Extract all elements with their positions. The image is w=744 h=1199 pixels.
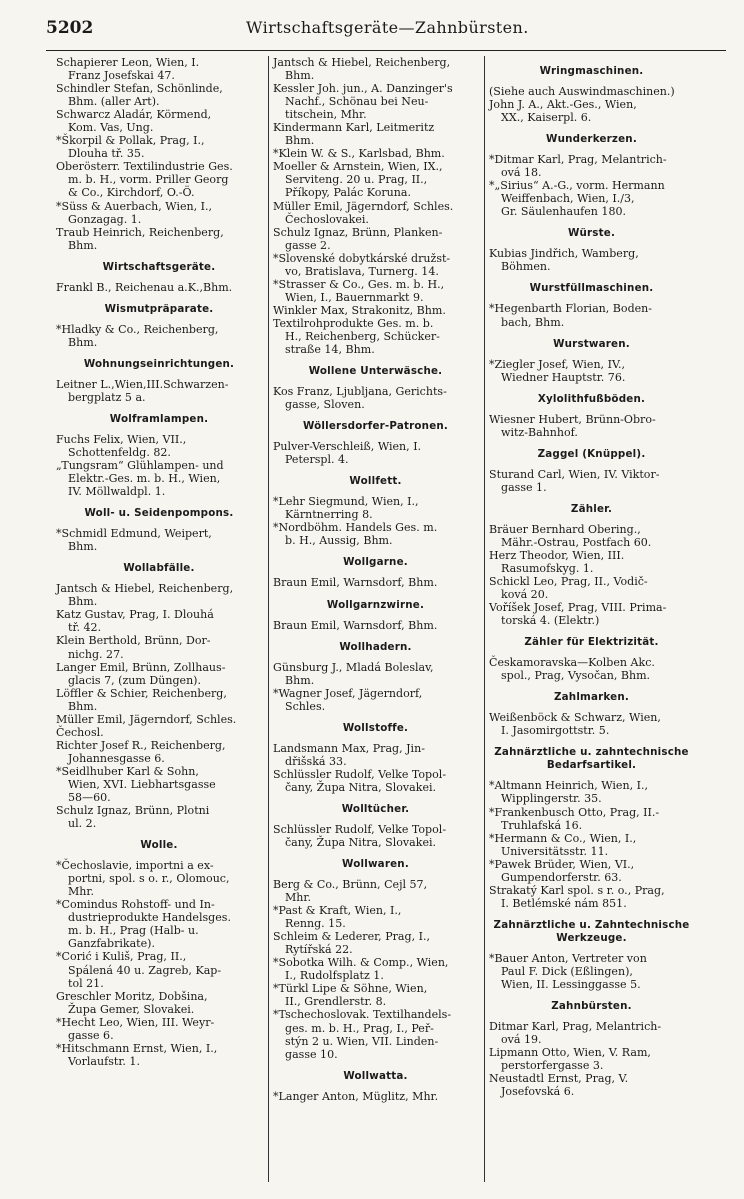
section-heading: Wöllersdorfer-Patronen. [302, 420, 449, 433]
section-heading: Zähler für Elektrizität. [524, 636, 659, 649]
directory-entry: John J. A., Akt.-Ges., Wien, XX., Kaiserpl. 6. [489, 98, 637, 125]
section-heading: Zahnärztliche u. zahntechnische Bedarfsartikel. [494, 746, 689, 772]
directory-entry: *Čechoslavie, importni a ex- portni, spol. s o. r., Olomouc, Mhr. [56, 859, 230, 899]
directory-entry: Richter Josef R., Reichenberg, Johannesgasse 6. [56, 738, 226, 765]
section-heading: Zahlmarken. [553, 691, 630, 704]
header-rule [46, 50, 726, 51]
section-heading: Wollgarne. [343, 556, 408, 569]
directory-entry: Greschler Moritz, Dobšina, Župa Gemer, Slovakei. [56, 989, 208, 1016]
section-heading: Wismutpräparate. [104, 302, 214, 315]
directory-entry: Katz Gustav, Prag, I. Dlouhá tř. 42. [56, 608, 214, 635]
directory-entry: *Schmidl Edmund, Weipert, Bhm. [56, 527, 212, 554]
columns [52, 56, 702, 1182]
directory-entry: Berg & Co., Brünn, Cejl 57, Mhr. [273, 878, 428, 905]
directory-entry: Müller Emil, Jägerndorf, Schles. Čechoslovakei. [273, 199, 454, 226]
section-heading: Wringmaschinen. [539, 65, 644, 77]
directory-entry: Fuchs Felix, Wien, VII., Schottenfeldg. 82. [56, 432, 187, 459]
directory-entry: Kubias Jindřich, Wamberg, Böhmen. [489, 247, 639, 274]
section-heading: Wolframlampen. [109, 412, 209, 425]
directory-entry: *Strasser & Co., Ges. m. b. H., Wien, I., Bauernmarkt 9. [273, 277, 445, 304]
directory-entry: Weißenböck & Schwarz, Wien, I. Jasomirgottstr. 5. [489, 711, 661, 738]
directory-entry: „Tungsram“ Glühlampen- und Elektr.-Ges. m. b. H., Wien, IV. Möllwaldpl. 1. [56, 459, 224, 499]
section-heading: Wollwatta. [343, 1069, 408, 1082]
directory-entry: Schlüssler Rudolf, Velke Topol- čany, Župa Nitra, Slovakei. [273, 822, 447, 849]
page-number: 5202 [46, 18, 94, 38]
section-heading: Zahnbürsten. [551, 1000, 632, 1013]
directory-entry: Jantsch & Hiebel, Reichenberg, Bhm. [56, 582, 234, 609]
directory-entry: Langer Emil, Brünn, Zollhaus- glacis 7, (zum Düngen). [56, 660, 226, 687]
directory-entry: *Sobotka Wilh. & Comp., Wien, I., Rudolfsplatz 1. [273, 956, 449, 983]
directory-entry: Landsmann Max, Prag, Jin- dřišská 33. [273, 741, 425, 768]
directory-entry: Pulver-Verschleiß, Wien, I. Peterspl. 4. [273, 440, 422, 467]
column-2 [268, 56, 484, 1182]
directory-entry: Kindermann Karl, Leitmeritz Bhm. [273, 121, 435, 148]
directory-entry: *Hermann & Co., Wien, I., Universitätsstr. 11. [489, 831, 637, 858]
directory-entry: Sturand Carl, Wien, IV. Viktor- gasse 1. [489, 467, 660, 494]
directory-entry: Günsburg J., Mladá Boleslav, Bhm. [273, 660, 434, 687]
section-heading: Zaggel (Knüppel). [537, 447, 646, 460]
section-heading: Wollhadern. [339, 640, 412, 653]
directory-entry: *Türkl Lipe & Söhne, Wien, II., Grendlerstr. 8. [273, 982, 428, 1009]
directory-entry: *Tschechoslovak. Textilhandels- ges. m. b. H., Prag, I., Peř- stýn 2 u. Wien, VII. Linden- gasse 10. [273, 1008, 452, 1061]
directory-entry: *Past & Kraft, Wien, I., Renng. 15. [273, 904, 402, 931]
directory-entry: Herz Theodor, Wien, III. Rasumofskyg. 1. [489, 548, 625, 575]
directory-entry: Českamoravska—Kolben Akc. spol., Prag, Vysočan, Bhm. [489, 656, 655, 683]
section-heading: Wurstwaren. [553, 337, 630, 350]
directory-entry: *Slovenské dobytkárské družst- vo, Bratislava, Turnerg. 14. [273, 251, 451, 278]
directory-entry: Ditmar Karl, Prag, Melantrich- ová 19. [489, 1020, 662, 1047]
directory-entry: *Corić i Kuliš, Prag, II., Spálená 40 u. Zagreb, Kap- tol 21. [56, 950, 222, 990]
section-heading: Wirtschaftsgeräte. [102, 260, 216, 273]
page-header [46, 18, 726, 44]
directory-entry: Schlüssler Rudolf, Velke Topol- čany, Župa Nitra, Slovakei. [273, 767, 447, 794]
directory-entry: *Hitschmann Ernst, Wien, I., Vorlaufstr. 1. [56, 1041, 218, 1068]
section-heading: Wollstoffe. [342, 721, 409, 734]
directory-entry: *Wagner Josef, Jägerndorf, Schles. [273, 686, 423, 713]
directory-entry: Schickl Leo, Prag, II., Vodič- ková 20. [489, 575, 648, 602]
directory-entry: Winkler Max, Strakonitz, Bhm. [273, 303, 446, 317]
directory-entry: Braun Emil, Warnsdorf, Bhm. [273, 618, 438, 632]
directory-entry: Strakatý Karl spol. s r. o., Prag, I. Betlémské nám 851. [489, 883, 665, 910]
directory-entry: Čechosl. [56, 725, 104, 739]
directory-entry: *Comindus Rohstoff- und In- dustrieprodukte Handelsges. m. b. H., Prag (Halb- u. Ganzfabrikate). [56, 898, 231, 951]
directory-entry: Leitner L.,Wien,III.Schwarzen- bergplatz 5 a. [56, 377, 229, 404]
directory-entry: *Altmann Heinrich, Wien, I., Wipplingerstr. 35. [489, 779, 648, 806]
section-heading: Xylolithfußböden. [537, 392, 646, 405]
directory-entry: Braun Emil, Warnsdorf, Bhm. [273, 576, 438, 590]
directory-entry: Neustadtl Ernst, Prag, V. Josefovská 6. [489, 1072, 629, 1099]
directory-entry: *Bauer Anton, Vertreter von Paul F. Dick (Eßlingen), Wien, II. Lessinggasse 5. [489, 951, 647, 991]
directory-entry: *Ditmar Karl, Prag, Melantrich- ová 18. [489, 153, 667, 180]
directory-entry: *Langer Anton, Müglitz, Mhr. [273, 1089, 439, 1103]
section-heading: Wolltücher. [341, 802, 410, 815]
directory-entry: Bräuer Bernhard Obering., Mähr.-Ostrau, Postfach 60. [489, 522, 652, 549]
directory-entry: *Ziegler Josef, Wien, IV., Wiedner Hauptstr. 76. [489, 357, 626, 384]
directory-entry: *„Sirius“ A.-G., vorm. Hermann Weiffenbach, Wien, I./3, Gr. Säulenhaufen 180. [489, 179, 665, 219]
directory-entry: Frankl B., Reichenau a.K.,Bhm. [56, 280, 233, 294]
directory-entry: *Nordböhm. Handels Ges. m. b. H., Aussig, Bhm. [273, 521, 438, 548]
directory-entry: Klein Berthold, Brünn, Dor- nichg. 27. [56, 634, 211, 661]
directory-entry: *Frankenbusch Otto, Prag, II.- Truhlafská 16. [489, 805, 660, 832]
directory-entry: Jantsch & Hiebel, Reichenberg, Bhm. [273, 56, 451, 83]
directory-entry: Lipmann Otto, Wien, V. Ram, perstorfergasse 3. [489, 1046, 651, 1073]
directory-entry: Moeller & Arnstein, Wien, IX., Serviteng. 20 u. Prag, II., Příkopy, Palác Koruna. [273, 160, 443, 200]
directory-entry: Schleim & Lederer, Prag, I., Rytířská 22. [273, 930, 430, 957]
section-heading: Wollwaren. [342, 858, 409, 871]
section-heading: Wollfett. [349, 475, 402, 488]
directory-entry: Oberösterr. Textilindustrie Ges. m. b. H., vorm. Priller Georg & Co., Kirchdorf, O.-Ö. [56, 160, 233, 200]
directory-entry: *Süss & Auerbach, Wien, I., Gonzagag. 1. [56, 199, 213, 226]
section-heading: Zahnärztliche u. Zahntechnische Werkzeuge. [493, 918, 690, 944]
directory-entry: Löffler & Schier, Reichenberg, Bhm. [56, 686, 227, 713]
directory-entry: *Pawek Brüder, Wien, VI., Gumpendorferstr. 63. [489, 857, 635, 884]
section-heading: Wollabfälle. [123, 562, 195, 575]
section-heading: Zähler. [570, 502, 613, 515]
directory-entry: Schulz Ignaz, Brünn, Planken- gasse 2. [273, 225, 443, 252]
section-heading: Wurstfüllmaschinen. [529, 282, 654, 295]
directory-entry: Schindler Stefan, Schönlinde, Bhm. (aller Art). [56, 82, 223, 109]
page-title: Wirtschaftsgeräte—Zahnbürsten. [246, 18, 529, 37]
directory-entry: Textilrohprodukte Ges. m. b. H., Reichenberg, Schücker- straße 14, Bhm. [273, 316, 440, 357]
directory-entry: Voříšek Josef, Prag, VIII. Prima- torská 4. (Elektr.) [489, 601, 667, 628]
column-1 [52, 56, 268, 1182]
column-3 [484, 56, 700, 1182]
directory-entry: *Škorpil & Pollak, Prag, I., Dlouha tř. 35. [56, 134, 205, 161]
directory-entry: *Hecht Leo, Wien, III. Weyr- gasse 6. [56, 1015, 215, 1042]
section-heading: Wohnungseinrichtungen. [83, 357, 235, 370]
section-heading: Würste. [567, 227, 616, 240]
directory-entry: *Lehr Siegmund, Wien, I., Kärntnerring 8. [273, 495, 419, 522]
section-heading: Wolle. [140, 839, 178, 852]
section-heading: Woll- u. Seidenpompons. [84, 507, 234, 520]
directory-entry: (Siehe auch Auswindmaschinen.) [489, 85, 675, 98]
directory-entry: Traub Heinrich, Reichenberg, Bhm. [56, 225, 224, 252]
directory-entry: Wiesner Hubert, Brünn-Obro- witz-Bahnhof. [489, 412, 656, 439]
section-heading: Wollgarnzwirne. [326, 598, 425, 611]
directory-entry: *Hladky & Co., Reichenberg, Bhm. [56, 322, 219, 349]
directory-entry: Kessler Joh. jun., A. Danzinger's Nachf., Schönau bei Neu- titschein, Mhr. [273, 82, 453, 122]
directory-entry: Kos Franz, Ljubljana, Gerichts- gasse, Sloven. [273, 385, 447, 412]
directory-entry: Müller Emil, Jägerndorf, Schles. [56, 712, 237, 726]
directory-entry: Schulz Ignaz, Brünn, Plotni ul. 2. [56, 804, 210, 831]
directory-entry: *Hegenbarth Florian, Boden- bach, Bhm. [489, 302, 653, 329]
directory-entry: *Klein W. & S., Karlsbad, Bhm. [273, 147, 445, 161]
directory-entry: *Seidlhuber Karl & Sohn, Wien, XVI. Liebhartsgasse 58—60. [56, 764, 216, 805]
directory-entry: Schwarcz Aladár, Körmend, Kom. Vas, Ung. [56, 108, 212, 135]
section-heading: Wunderkerzen. [546, 133, 637, 146]
section-heading: Wollene Unterwäsche. [308, 365, 443, 378]
directory-entry: Schapierer Leon, Wien, I. Franz Josefskai 47. [56, 56, 200, 83]
